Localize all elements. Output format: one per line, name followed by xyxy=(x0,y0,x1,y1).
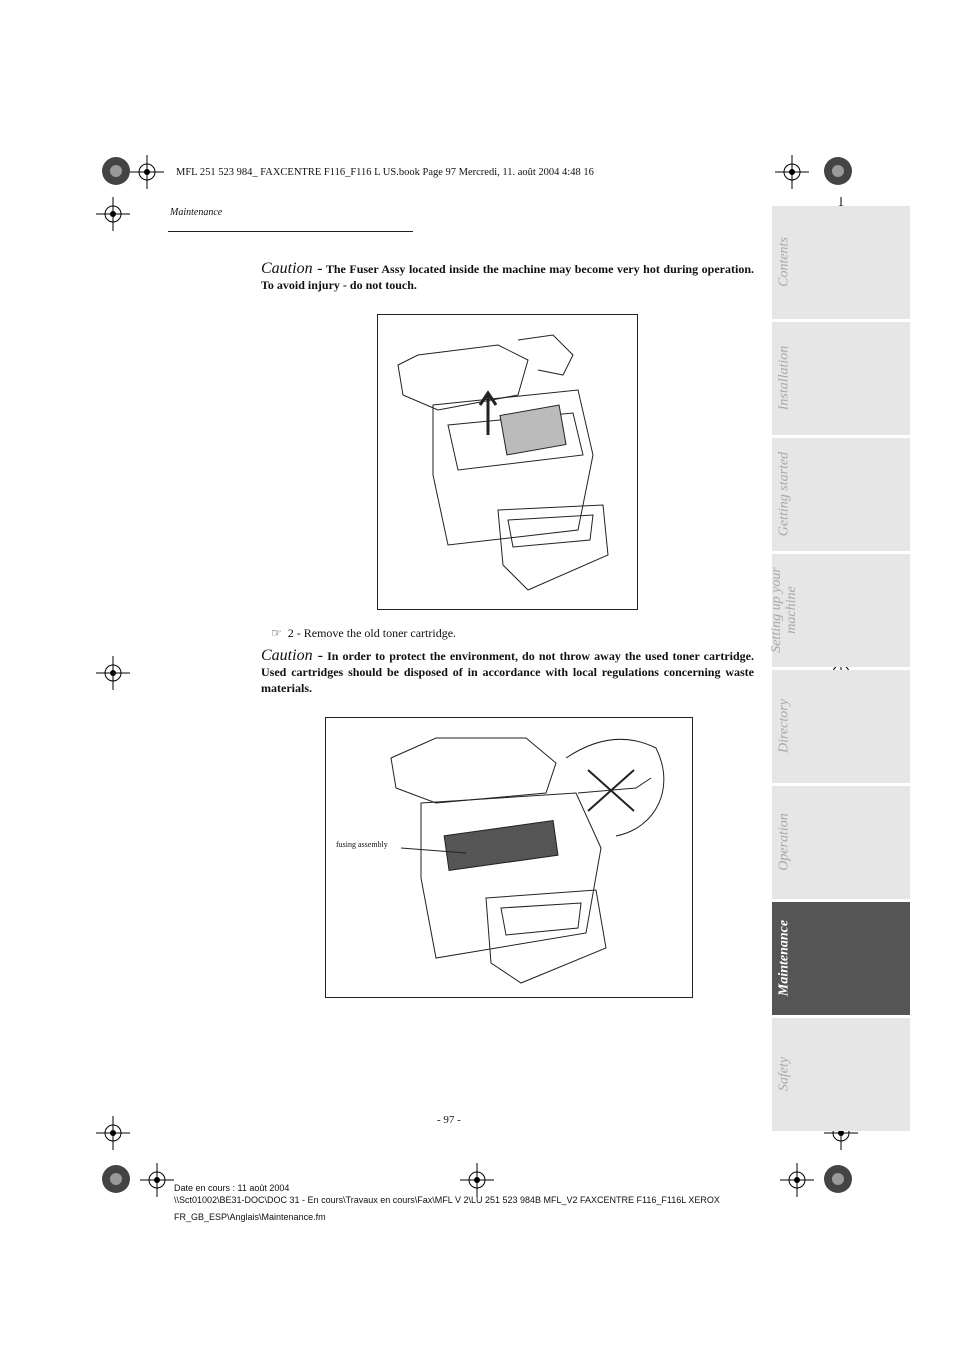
fusing-assembly-callout: fusing assembly xyxy=(336,840,388,849)
tab-operation[interactable] xyxy=(772,786,910,899)
registration-mark xyxy=(100,155,132,187)
printer-illustration xyxy=(378,315,637,609)
crosshair-mark xyxy=(96,1116,130,1150)
tab-setting-up[interactable] xyxy=(769,554,910,667)
figure-remove-toner xyxy=(377,314,638,610)
registration-mark xyxy=(100,1163,132,1195)
crosshair-mark xyxy=(460,1163,494,1197)
caution-label: Caution - xyxy=(261,260,323,277)
tab-safety[interactable] xyxy=(772,1018,910,1131)
tab-label: Operation xyxy=(776,813,792,871)
header-rule xyxy=(168,231,413,232)
footer-file: FR_GB_ESP\Anglais\Maintenance.fm xyxy=(174,1212,326,1222)
crosshair-mark xyxy=(775,155,809,189)
registration-mark xyxy=(822,155,854,187)
tab-label: Directory xyxy=(776,699,792,753)
caution-environment xyxy=(261,648,754,696)
caution-text: The Fuser Assy located inside the machine may become very hot during operation. To avoid injury - do not touch. xyxy=(261,262,754,292)
tab-label: Contents xyxy=(776,237,792,287)
tab-contents[interactable] xyxy=(772,206,910,319)
crosshair-mark xyxy=(780,1163,814,1197)
crosshair-mark xyxy=(96,197,130,231)
crosshair-mark xyxy=(96,656,130,690)
printer-illustration xyxy=(326,718,692,997)
step-text: 2 - Remove the old toner cartridge. xyxy=(287,626,457,640)
tab-installation[interactable] xyxy=(772,322,910,435)
caution-text: In order to protect the environment, do not throw away the used toner cartridge. Used cartridges should be disposed of in accordance with local regulations concerning waste materials. xyxy=(261,649,754,695)
crosshair-mark xyxy=(130,155,164,189)
tab-label: Maintenance xyxy=(776,919,792,997)
tab-getting-started[interactable] xyxy=(772,438,910,551)
tab-directory[interactable] xyxy=(772,670,910,783)
tab-maintenance[interactable] xyxy=(772,902,910,1015)
caution-hot-fuser xyxy=(261,261,754,293)
figure-fusing-assembly xyxy=(325,717,693,998)
footer-date: Date en cours : 11 août 2004 xyxy=(174,1183,290,1193)
page-number: - 97 - xyxy=(437,1114,461,1126)
section-label: Maintenance xyxy=(170,207,223,218)
tab-label: Installation xyxy=(776,345,792,411)
tab-label: Safety xyxy=(776,1056,792,1092)
registration-mark xyxy=(822,1163,854,1195)
crosshair-mark xyxy=(140,1163,174,1197)
tab-label: Setting up your machine xyxy=(769,567,799,653)
pointing-hand-icon: ☞ xyxy=(271,626,282,640)
tab-label: Getting started xyxy=(776,451,792,537)
step-remove-cartridge xyxy=(271,626,456,641)
caution-label: Caution - xyxy=(261,647,323,664)
footer-path: \\Sct01002\BE31-DOC\DOC 31 - En cours\Travaux en cours\Fax\MFL V 2\LU 251 523 984B MFL_V2 FAXCENTRE F116_F116L XEROX xyxy=(174,1195,720,1205)
print-header: MFL 251 523 984_ FAXCENTRE F116_F116 L US.book Page 97 Mercredi, 11. août 2004 4:48 16 xyxy=(176,167,594,178)
